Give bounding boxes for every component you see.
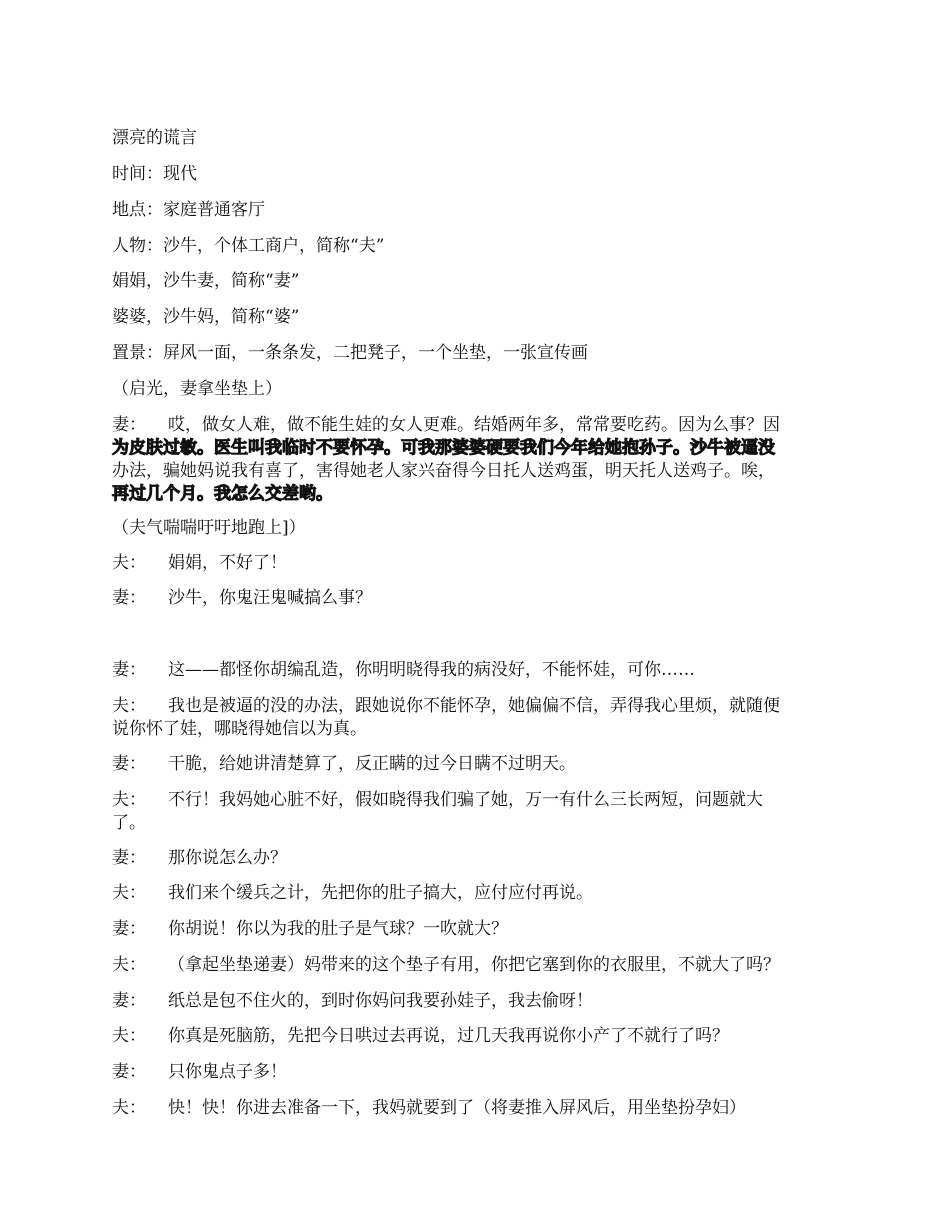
dialogue-line [112,659,842,681]
header-setting: 置景：屏风一面，一条条发，二把凳子，一个坐垫，一张宣传画 [112,343,588,363]
dialogue-line [112,990,842,1012]
header-character-mother: 婆婆，沙牛妈，简称“婆” [112,307,300,327]
dialogue-line [112,1025,842,1047]
dialogue-line [112,918,842,940]
header-place: 地点：家庭普通客厅 [112,200,265,220]
dialogue-line [112,882,842,904]
dialogue-line [112,587,842,609]
speech-text: 干脆，给她讲清楚算了，反正瞒的过今日瞒不过明天。 [168,754,576,774]
speaker-label: 夫： [112,1098,146,1118]
speaker-label: 妻： [112,660,146,680]
speech-text: 那你说怎么办？ [168,848,287,868]
monologue-speaker: 妻： [112,415,146,435]
speech-text: 只你鬼点子多！ [168,1062,287,1082]
stage-direction-enter: （夫气喘喘吁吁地跑上]） [112,518,306,538]
speech-text: 你胡说！你以为我的肚子是气球？一吹就大？ [168,919,508,939]
speech-text: （拿起坐垫递妻）妈带来的这个垫子有用，你把它塞到你的衣服里，不就大了吗？ [168,955,780,975]
monologue-line-1 [112,414,842,436]
dialogue-line [112,847,842,869]
speech-text: 我们来个缓兵之计，先把你的肚子搞大，应付应付再说。 [168,883,593,903]
speaker-label: 夫： [112,1026,146,1046]
speaker-label: 妻： [112,754,146,774]
dialogue-line [112,789,842,811]
speech-continuation: 说你怀了娃，哪晓得她信以为真。 [112,719,367,739]
dialogue-line [112,552,842,574]
header-character-husband: 人物：沙牛，个体工商户，简称“夫” [112,236,385,256]
monologue-line-4: 再过几个月。我怎么交差哟。 [112,484,333,504]
speech-text: 这——都怪你胡编乱造，你明明晓得我的病没好，不能怀娃，可你…… [168,660,695,680]
dialogue-line [112,1061,842,1083]
dialogue-line [112,1097,842,1119]
speaker-label: 妻： [112,991,146,1011]
header-time: 时间：现代 [112,164,197,184]
dialogue-line [112,695,842,717]
header-character-wife: 娟娟，沙牛妻，简称“妻” [112,271,300,291]
speaker-label: 妻： [112,919,146,939]
speaker-label: 夫： [112,955,146,975]
monologue-text-1: 哎，做女人难，做不能生娃的女人更难。结婚两年多，常常要吃药。因为么事？因 [168,415,780,435]
speaker-label: 夫： [112,696,146,716]
dialogue-line [112,753,842,775]
script-title: 漂亮的谎言 [112,128,197,148]
speech-text: 沙牛，你鬼汪鬼喊搞么事？ [168,588,372,608]
monologue-line-3: 办法，骗她妈说我有喜了，害得她老人家兴奋得今日托人送鸡蛋，明天托人送鸡子。唉， [112,461,775,481]
speaker-label: 夫： [112,790,146,810]
speaker-label: 夫： [112,553,146,573]
speaker-label: 妻： [112,588,146,608]
speech-text: 你真是死脑筋，先把今日哄过去再说，过几天我再说你小产了不就行了吗？ [168,1026,729,1046]
speaker-label: 妻： [112,848,146,868]
speech-text: 娟娟，不好了！ [168,553,287,573]
speech-text: 我也是被逼的没的办法，跟她说你不能怀孕，她偏偏不信，弄得我心里烦，就随便 [168,696,780,716]
dialogue-line [112,954,842,976]
speaker-label: 夫： [112,883,146,903]
speech-continuation: 了。 [112,813,146,833]
speech-text: 快！快！你进去准备一下，我妈就要到了（将妻推入屏风后，用坐垫扮孕妇） [168,1098,746,1118]
speech-text: 不行！我妈她心脏不好，假如晓得我们骗了她，万一有什么三长两短，问题就大 [168,790,763,810]
speaker-label: 妻： [112,1062,146,1082]
speech-text: 纸总是包不住火的，到时你妈问我要孙娃子，我去偷呀！ [168,991,593,1011]
stage-direction-open: （启光，妻拿坐垫上） [112,379,282,399]
monologue-line-2: 为皮肤过敏。医生叫我临时不要怀孕。可我那婆婆硬要我们今年给她抱孙子。沙牛被逼没 [112,438,775,458]
